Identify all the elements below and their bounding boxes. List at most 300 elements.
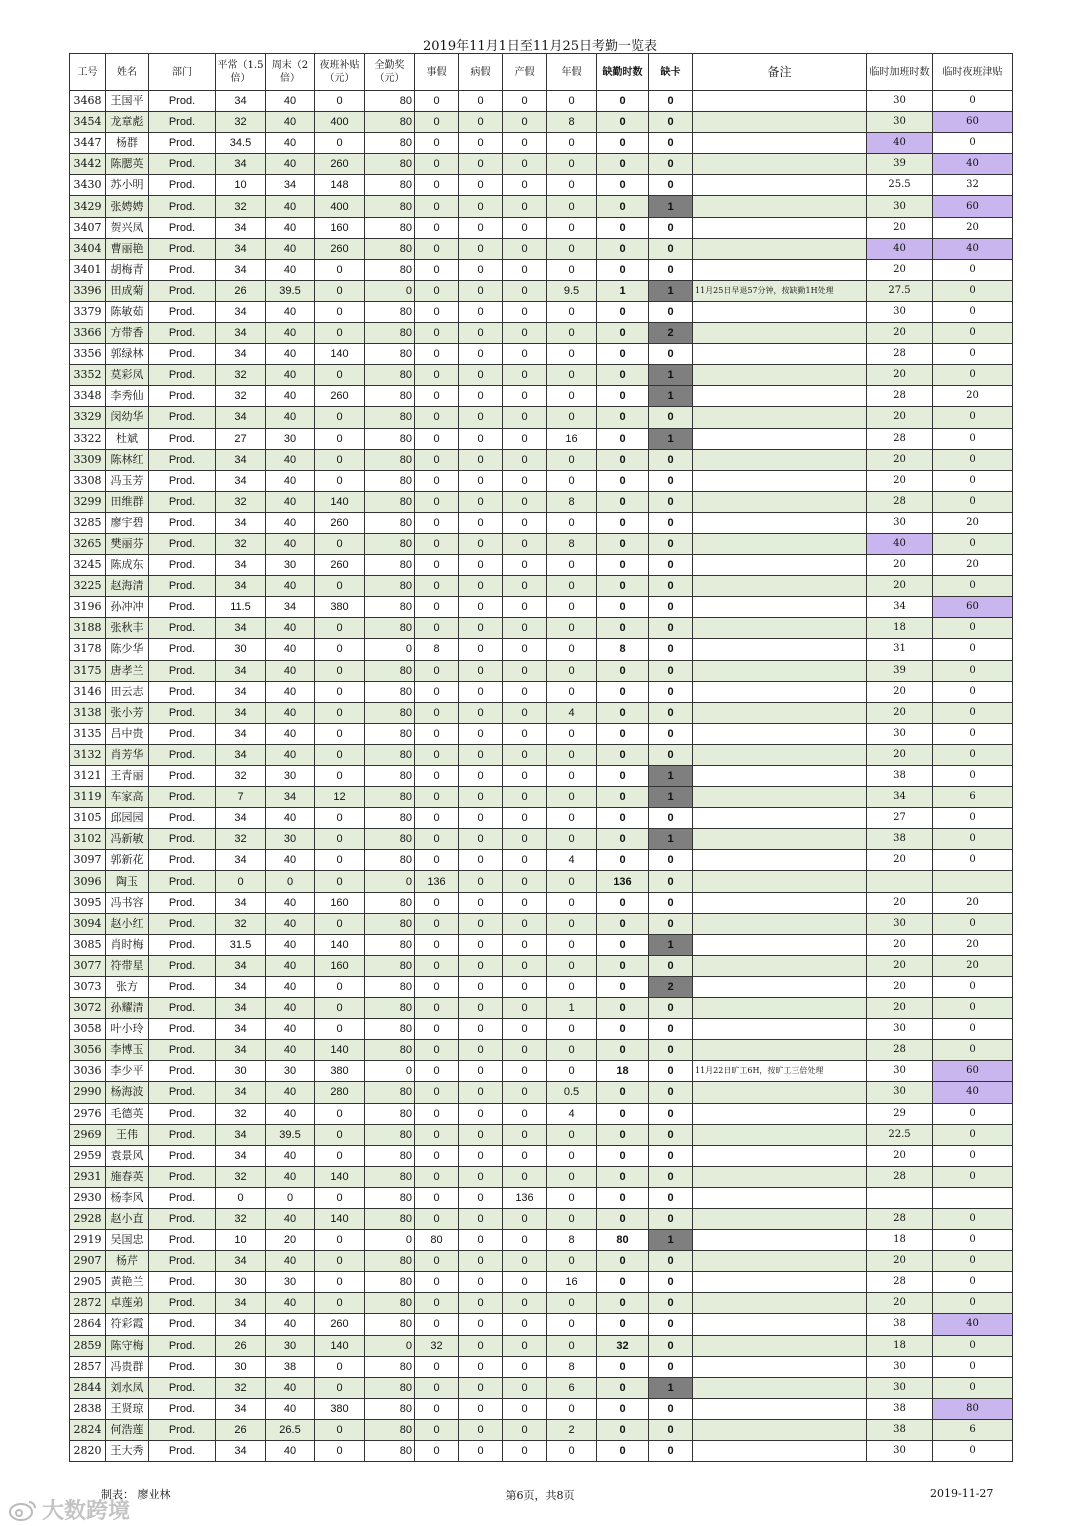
cell-annual-leave: 0 [547,449,597,470]
cell-temp-night-allowance: 0 [933,1335,1013,1356]
cell-remark [693,871,867,892]
cell-maternity-leave: 0 [503,766,547,787]
cell-remark [693,618,867,639]
cell-annual-leave: 0 [547,681,597,702]
cell-id: 2931 [70,1166,106,1187]
cell-id: 3299 [70,491,106,512]
cell-night-allowance: 260 [315,154,365,175]
cell-missed-punch: 0 [649,470,693,491]
cell-attendance-bonus: 0 [365,1061,415,1082]
cell-weekend-ot: 0 [266,1187,315,1208]
cell-dept: Prod. [149,1145,216,1166]
cell-normal-ot: 32 [216,365,266,386]
cell-annual-leave: 0 [547,576,597,597]
cell-night-allowance: 0 [315,1145,365,1166]
cell-night-allowance: 0 [315,407,365,428]
cell-sick-leave: 0 [459,449,503,470]
cell-normal-ot: 34 [216,1398,266,1419]
cell-maternity-leave: 0 [503,428,547,449]
table-row [70,112,1013,133]
cell-name: 王大秀 [106,1441,149,1462]
cell-attendance-bonus: 80 [365,365,415,386]
cell-normal-ot: 26 [216,280,266,301]
cell-annual-leave: 8 [547,112,597,133]
cell-sick-leave: 0 [459,175,503,196]
cell-night-allowance: 260 [315,512,365,533]
cell-temp-ot-hours: 20 [867,449,933,470]
cell-sick-leave: 0 [459,1040,503,1061]
cell-temp-ot-hours: 20 [867,1293,933,1314]
cell-maternity-leave: 0 [503,597,547,618]
cell-name: 王贤琼 [106,1398,149,1419]
cell-normal-ot: 34 [216,407,266,428]
cell-missed-punch: 1 [649,386,693,407]
cell-annual-leave: 0 [547,1398,597,1419]
cell-sick-leave: 0 [459,512,503,533]
cell-id: 3138 [70,702,106,723]
cell-temp-night-allowance: 40 [933,154,1013,175]
cell-dept: Prod. [149,681,216,702]
cell-temp-night-allowance: 0 [933,702,1013,723]
cell-weekend-ot: 40 [266,976,315,997]
table-row [70,491,1013,512]
cell-normal-ot: 34 [216,1040,266,1061]
cell-weekend-ot: 40 [266,1166,315,1187]
cell-sick-leave: 0 [459,1293,503,1314]
cell-remark: 11月25日早退57分钟，按缺勤1H处理 [693,280,867,301]
cell-id: 3085 [70,934,106,955]
cell-weekend-ot: 40 [266,491,315,512]
cell-remark [693,976,867,997]
cell-missed-punch: 0 [649,639,693,660]
cell-missed-punch: 0 [649,808,693,829]
cell-remark [693,808,867,829]
cell-normal-ot: 34 [216,1293,266,1314]
cell-personal-leave: 0 [415,1272,459,1293]
cell-name: 杨李风 [106,1187,149,1208]
cell-night-allowance: 0 [315,1019,365,1040]
cell-attendance-bonus: 0 [365,639,415,660]
cell-name: 陈腮英 [106,154,149,175]
cell-night-allowance: 140 [315,934,365,955]
cell-attendance-bonus: 80 [365,955,415,976]
cell-name: 邱园园 [106,808,149,829]
cell-temp-ot-hours: 22.5 [867,1124,933,1145]
cell-absence-hours: 0 [597,955,649,976]
cell-personal-leave: 0 [415,1314,459,1335]
cell-dept: Prod. [149,386,216,407]
cell-personal-leave: 0 [415,386,459,407]
cell-id: 3308 [70,470,106,491]
table-row [70,555,1013,576]
cell-maternity-leave: 0 [503,1356,547,1377]
cell-maternity-leave: 0 [503,702,547,723]
cell-temp-night-allowance [933,871,1013,892]
cell-missed-punch: 0 [649,91,693,112]
cell-maternity-leave: 0 [503,280,547,301]
cell-name: 田云志 [106,681,149,702]
cell-attendance-bonus: 80 [365,323,415,344]
cell-maternity-leave: 0 [503,512,547,533]
table-row [70,91,1013,112]
cell-attendance-bonus: 80 [365,1187,415,1208]
cell-annual-leave: 8 [547,533,597,554]
cell-normal-ot: 32 [216,1166,266,1187]
cell-dept: Prod. [149,470,216,491]
cell-attendance-bonus: 80 [365,217,415,238]
cell-attendance-bonus: 80 [365,175,415,196]
cell-weekend-ot: 0 [266,871,315,892]
cell-normal-ot: 34 [216,449,266,470]
cell-dept: Prod. [149,660,216,681]
cell-dept: Prod. [149,175,216,196]
col-weekend-ot: 周末（2倍） [266,54,315,91]
cell-temp-night-allowance: 60 [933,1061,1013,1082]
cell-attendance-bonus: 80 [365,1103,415,1124]
cell-annual-leave: 0 [547,1019,597,1040]
cell-temp-ot-hours: 28 [867,1208,933,1229]
cell-temp-night-allowance: 40 [933,1082,1013,1103]
cell-temp-night-allowance: 0 [933,301,1013,322]
table-row [70,576,1013,597]
cell-remark [693,1208,867,1229]
cell-attendance-bonus: 80 [365,681,415,702]
cell-absence-hours: 0 [597,154,649,175]
cell-normal-ot: 32 [216,491,266,512]
cell-personal-leave: 0 [415,766,459,787]
cell-maternity-leave: 0 [503,259,547,280]
cell-temp-night-allowance: 0 [933,660,1013,681]
cell-missed-punch: 0 [649,238,693,259]
cell-maternity-leave: 0 [503,238,547,259]
cell-dept: Prod. [149,428,216,449]
cell-personal-leave: 0 [415,428,459,449]
cell-weekend-ot: 40 [266,723,315,744]
cell-remark [693,344,867,365]
cell-sick-leave: 0 [459,323,503,344]
cell-temp-night-allowance: 0 [933,1166,1013,1187]
cell-sick-leave: 0 [459,618,503,639]
cell-normal-ot: 32 [216,386,266,407]
cell-remark [693,512,867,533]
cell-temp-ot-hours: 29 [867,1103,933,1124]
cell-absence-hours: 0 [597,913,649,934]
cell-normal-ot: 32 [216,913,266,934]
cell-temp-night-allowance: 0 [933,259,1013,280]
cell-personal-leave: 0 [415,1082,459,1103]
cell-personal-leave: 0 [415,301,459,322]
cell-normal-ot: 34 [216,1124,266,1145]
cell-weekend-ot: 40 [266,344,315,365]
cell-night-allowance: 0 [315,639,365,660]
cell-remark [693,1441,867,1462]
cell-temp-night-allowance: 0 [933,491,1013,512]
cell-dept: Prod. [149,555,216,576]
cell-personal-leave: 0 [415,829,459,850]
cell-sick-leave: 0 [459,555,503,576]
cell-sick-leave: 0 [459,1230,503,1251]
cell-temp-night-allowance: 0 [933,976,1013,997]
cell-weekend-ot: 40 [266,808,315,829]
cell-sick-leave: 0 [459,1335,503,1356]
cell-sick-leave: 0 [459,829,503,850]
cell-temp-night-allowance: 20 [933,555,1013,576]
cell-id: 3447 [70,133,106,154]
cell-personal-leave: 0 [415,955,459,976]
cell-missed-punch: 1 [649,365,693,386]
cell-temp-night-allowance: 0 [933,1377,1013,1398]
table-row [70,1145,1013,1166]
cell-personal-leave: 0 [415,154,459,175]
cell-name: 闵幼华 [106,407,149,428]
footer-page-number: 第6页，共8页 [505,1489,575,1502]
cell-name: 田维群 [106,491,149,512]
cell-remark [693,428,867,449]
cell-id: 3429 [70,196,106,217]
cell-missed-punch: 0 [649,1208,693,1229]
cell-id: 2990 [70,1082,106,1103]
cell-missed-punch: 0 [649,1082,693,1103]
cell-normal-ot: 34 [216,618,266,639]
cell-remark [693,1356,867,1377]
cell-weekend-ot: 40 [266,1441,315,1462]
cell-name: 李少平 [106,1061,149,1082]
cell-maternity-leave: 0 [503,913,547,934]
cell-name: 符带星 [106,955,149,976]
cell-normal-ot: 34 [216,344,266,365]
cell-sick-leave: 0 [459,1272,503,1293]
cell-remark [693,1040,867,1061]
cell-name: 杨芹 [106,1251,149,1272]
cell-remark [693,702,867,723]
cell-attendance-bonus: 80 [365,1251,415,1272]
cell-missed-punch: 0 [649,407,693,428]
cell-normal-ot: 30 [216,1061,266,1082]
cell-temp-ot-hours: 20 [867,555,933,576]
cell-id: 3348 [70,386,106,407]
cell-name: 吕中贵 [106,723,149,744]
table-row [70,175,1013,196]
cell-absence-hours: 0 [597,470,649,491]
table-row [70,1377,1013,1398]
cell-normal-ot: 32 [216,533,266,554]
cell-night-allowance: 260 [315,1314,365,1335]
cell-temp-ot-hours: 20 [867,470,933,491]
cell-sick-leave: 0 [459,301,503,322]
cell-attendance-bonus: 80 [365,344,415,365]
cell-weekend-ot: 40 [266,386,315,407]
cell-temp-night-allowance: 0 [933,1230,1013,1251]
cell-temp-ot-hours: 20 [867,702,933,723]
cell-annual-leave: 16 [547,1272,597,1293]
cell-name: 符彩霞 [106,1314,149,1335]
cell-sick-leave: 0 [459,681,503,702]
cell-personal-leave: 0 [415,892,459,913]
cell-name: 冯贵群 [106,1356,149,1377]
col-maternity-leave: 产假 [503,54,547,91]
cell-weekend-ot: 40 [266,365,315,386]
cell-attendance-bonus: 80 [365,1398,415,1419]
cell-temp-ot-hours: 27.5 [867,280,933,301]
cell-absence-hours: 0 [597,1398,649,1419]
cell-weekend-ot: 40 [266,323,315,344]
cell-absence-hours: 0 [597,238,649,259]
cell-name: 廖宇碧 [106,512,149,533]
cell-maternity-leave: 0 [503,449,547,470]
cell-personal-leave: 0 [415,175,459,196]
cell-dept: Prod. [149,576,216,597]
cell-maternity-leave: 0 [503,301,547,322]
col-temp-night-allowance: 临时夜班津贴 [933,54,1013,91]
cell-night-allowance: 12 [315,787,365,808]
cell-missed-punch: 0 [649,1061,693,1082]
cell-normal-ot: 32 [216,1377,266,1398]
table-row [70,512,1013,533]
cell-night-allowance: 0 [315,660,365,681]
cell-id: 3454 [70,112,106,133]
cell-dept: Prod. [149,1124,216,1145]
cell-name: 冯书容 [106,892,149,913]
cell-absence-hours: 80 [597,1230,649,1251]
cell-remark: 11月22日旷工6H，按旷工三倍处理 [693,1061,867,1082]
cell-attendance-bonus: 80 [365,1145,415,1166]
cell-id: 3309 [70,449,106,470]
cell-dept: Prod. [149,1208,216,1229]
cell-sick-leave: 0 [459,1166,503,1187]
cell-night-allowance: 0 [315,428,365,449]
table-row [70,1230,1013,1251]
cell-temp-night-allowance: 0 [933,1145,1013,1166]
cell-name: 郭绿林 [106,344,149,365]
cell-night-allowance: 148 [315,175,365,196]
cell-name: 何浩莲 [106,1419,149,1440]
cell-personal-leave: 0 [415,723,459,744]
cell-attendance-bonus: 80 [365,91,415,112]
cell-attendance-bonus: 80 [365,386,415,407]
cell-absence-hours: 0 [597,1441,649,1462]
cell-remark [693,1335,867,1356]
cell-absence-hours: 0 [597,91,649,112]
cell-temp-night-allowance: 20 [933,955,1013,976]
cell-normal-ot: 34 [216,1082,266,1103]
cell-sick-leave: 0 [459,491,503,512]
cell-missed-punch: 0 [649,850,693,871]
cell-weekend-ot: 40 [266,133,315,154]
cell-remark [693,533,867,554]
cell-missed-punch: 0 [649,301,693,322]
cell-normal-ot: 34 [216,660,266,681]
cell-attendance-bonus: 80 [365,976,415,997]
cell-weekend-ot: 40 [266,470,315,491]
cell-id: 2905 [70,1272,106,1293]
cell-absence-hours: 1 [597,280,649,301]
cell-id: 3135 [70,723,106,744]
cell-dept: Prod. [149,407,216,428]
cell-temp-ot-hours: 28 [867,491,933,512]
cell-absence-hours: 0 [597,301,649,322]
cell-attendance-bonus: 80 [365,766,415,787]
cell-remark [693,470,867,491]
cell-personal-leave: 0 [415,934,459,955]
cell-attendance-bonus: 80 [365,512,415,533]
cell-temp-ot-hours: 40 [867,533,933,554]
cell-attendance-bonus: 80 [365,1040,415,1061]
cell-temp-ot-hours: 25.5 [867,175,933,196]
cell-personal-leave: 0 [415,1251,459,1272]
cell-annual-leave: 8 [547,1230,597,1251]
cell-temp-night-allowance: 0 [933,1356,1013,1377]
cell-missed-punch: 0 [649,618,693,639]
cell-night-allowance: 0 [315,301,365,322]
cell-sick-leave: 0 [459,1103,503,1124]
cell-remark [693,1419,867,1440]
cell-dept: Prod. [149,217,216,238]
cell-remark [693,955,867,976]
cell-dept: Prod. [149,1356,216,1377]
cell-absence-hours: 0 [597,1166,649,1187]
cell-id: 3329 [70,407,106,428]
cell-name: 郭新花 [106,850,149,871]
cell-absence-hours: 0 [597,112,649,133]
cell-name: 冯新敏 [106,829,149,850]
cell-absence-hours: 0 [597,1082,649,1103]
cell-normal-ot: 30 [216,639,266,660]
cell-weekend-ot: 40 [266,955,315,976]
cell-dept: Prod. [149,1187,216,1208]
cell-sick-leave: 0 [459,91,503,112]
cell-night-allowance: 0 [315,1187,365,1208]
cell-personal-leave: 0 [415,1356,459,1377]
col-id: 工号 [70,54,106,91]
cell-dept: Prod. [149,133,216,154]
cell-remark [693,217,867,238]
cell-attendance-bonus: 80 [365,428,415,449]
cell-temp-ot-hours: 20 [867,323,933,344]
col-temp-ot-hours: 临时加班时数 [867,54,933,91]
cell-temp-ot-hours: 28 [867,386,933,407]
cell-temp-night-allowance: 0 [933,808,1013,829]
cell-name: 张娉娉 [106,196,149,217]
col-missed-punch: 缺卡 [649,54,693,91]
cell-annual-leave: 0 [547,196,597,217]
cell-dept: Prod. [149,934,216,955]
cell-weekend-ot: 40 [266,681,315,702]
cell-missed-punch: 0 [649,112,693,133]
table-row [70,154,1013,175]
cell-id: 3102 [70,829,106,850]
cell-temp-ot-hours: 38 [867,1398,933,1419]
cell-sick-leave: 0 [459,871,503,892]
cell-temp-ot-hours: 30 [867,512,933,533]
cell-weekend-ot: 40 [266,639,315,660]
cell-temp-ot-hours: 20 [867,976,933,997]
cell-id: 2820 [70,1441,106,1462]
cell-annual-leave: 0 [547,660,597,681]
cell-remark [693,1019,867,1040]
cell-personal-leave: 0 [415,576,459,597]
cell-id: 3196 [70,597,106,618]
cell-normal-ot: 34 [216,259,266,280]
cell-maternity-leave: 0 [503,998,547,1019]
cell-temp-night-allowance: 0 [933,365,1013,386]
cell-weekend-ot: 40 [266,1314,315,1335]
cell-id: 3407 [70,217,106,238]
cell-night-allowance: 0 [315,1441,365,1462]
cell-name: 胡梅青 [106,259,149,280]
cell-normal-ot: 34 [216,744,266,765]
cell-maternity-leave: 0 [503,1272,547,1293]
cell-weekend-ot: 30 [266,428,315,449]
